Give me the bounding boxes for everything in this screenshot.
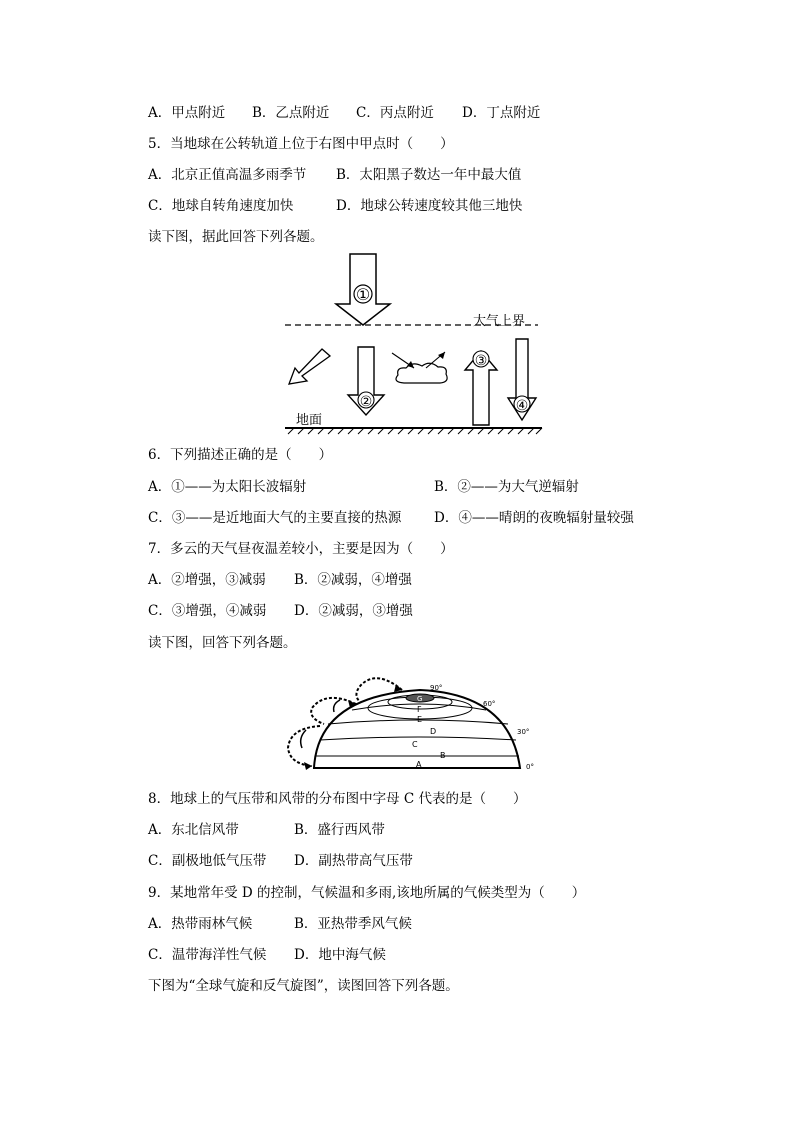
- q8-option-a: A．东北信风带: [148, 822, 239, 838]
- label-B: B: [440, 751, 446, 760]
- q8-stem: 8．地球上的气压带和风带的分布图中字母 C 代表的是（ ）: [148, 791, 527, 807]
- q9-option-b: B．亚热带季风气候: [294, 916, 412, 932]
- q4-option-c: C．丙点附近: [356, 105, 434, 121]
- q6-option-b: B．②——为大气逆辐射: [434, 479, 579, 495]
- q6-option-c: C．③——是近地面大气的主要直接的热源: [148, 510, 402, 526]
- q4-option-a: A．甲点附近: [148, 105, 226, 121]
- label-A: A: [416, 760, 422, 769]
- intro-1: 读下图，据此回答下列各题。: [148, 229, 324, 245]
- label-G: G: [417, 695, 423, 703]
- q7-stem: 7．多云的天气昼夜温差较小，主要是因为（ ）: [148, 541, 454, 557]
- reflected-arrow: [289, 349, 330, 384]
- label-D: D: [430, 727, 437, 736]
- q4-option-b: B．乙点附近: [252, 105, 330, 121]
- cloud-icon: [396, 363, 447, 383]
- intro-2: 读下图，回答下列各题。: [148, 635, 297, 651]
- q8-option-d: D．副热带高气压带: [294, 853, 413, 869]
- intro-3: 下图为“全球气旋和反气旋图”，读图回答下列各题。: [148, 978, 459, 994]
- q5-stem: 5．当地球在公转轨道上位于右图中甲点时（ ）: [148, 136, 454, 152]
- q9-option-c: C．温带海洋性气候: [148, 947, 267, 963]
- label-lat-60: 60°: [483, 700, 496, 708]
- label-2: ②: [359, 394, 373, 410]
- label-F: F: [417, 705, 422, 714]
- q5-option-d: D．地球公转速度较其他三地快: [336, 198, 523, 214]
- label-ground: 地面: [296, 413, 323, 428]
- q6-option-d: D．④——晴朗的夜晚辐射量较强: [434, 510, 634, 526]
- q7-option-c: C．③增强，④减弱: [148, 603, 267, 619]
- label-1: ①: [355, 285, 371, 304]
- diagram-atmospheric-heating: [280, 252, 550, 437]
- q7-option-b: B．②减弱，④增强: [294, 572, 412, 588]
- q5-option-a: A．北京正值高温多雨季节: [148, 167, 307, 183]
- label-top-of-atmosphere: 大气上界: [473, 314, 526, 329]
- label-4: ④: [515, 398, 529, 414]
- label-E: E: [417, 715, 423, 724]
- label-3: ③: [474, 353, 488, 369]
- q7-option-d: D．②减弱，③增强: [294, 603, 413, 619]
- q5-option-c: C．地球自转角速度加快: [148, 198, 294, 214]
- q8-option-c: C．副极地低气压带: [148, 853, 267, 869]
- q6-option-a: A．①——为太阳长波辐射: [148, 479, 307, 495]
- q6-stem: 6．下列描述正确的是（ ）: [148, 447, 333, 463]
- q9-option-d: D．地中海气候: [294, 947, 386, 963]
- diagram-pressure-wind-belts: [280, 668, 550, 776]
- q5-option-b: B．太阳黑子数达一年中最大值: [336, 167, 522, 183]
- label-lat-0: 0°: [526, 763, 534, 771]
- q9-option-a: A．热带雨林气候: [148, 916, 253, 932]
- q9-stem: 9．某地常年受 D 的控制，气候温和多雨,该地所属的气候类型为（ ）: [148, 885, 586, 901]
- label-lat-90: 90°: [430, 684, 443, 692]
- label-lat-30: 30°: [517, 728, 530, 736]
- q8-option-b: B．盛行西风带: [294, 822, 385, 838]
- q7-option-a: A．②增强，③减弱: [148, 572, 266, 588]
- label-C: C: [412, 740, 418, 749]
- q4-option-d: D．丁点附近: [462, 105, 541, 121]
